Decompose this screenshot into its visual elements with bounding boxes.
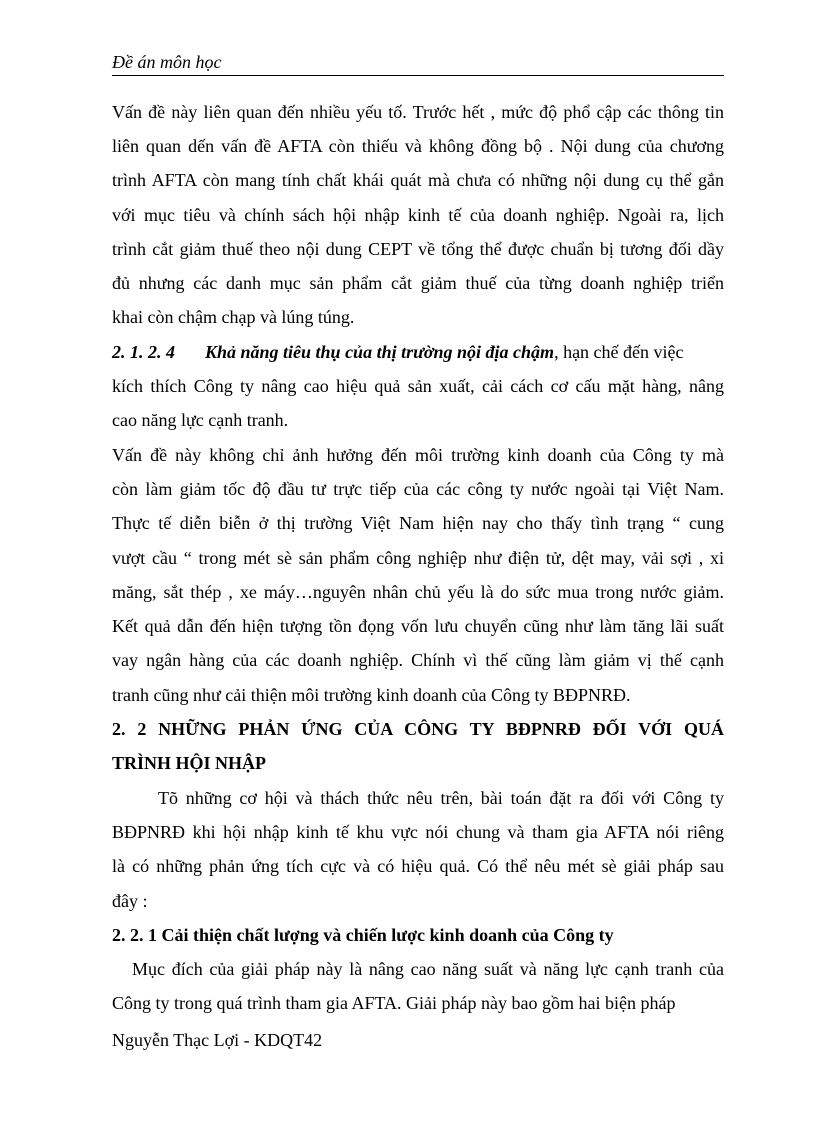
header-rule [112,75,724,76]
paragraph-line: khai còn chậm chạp và lúng túng. [112,307,355,327]
paragraph-line: với mục tiêu và chính sách hội nhập kinh tế của doanh nghiệp. Ngoài ra, lịch [112,205,724,225]
footer-author: Nguyễn Thạc Lợi - KDQT42 [112,1030,323,1050]
paragraph-line: đủ nhưng các danh mục sản phẩm cắt giảm thuế của từng doanh nghiệp triển [112,273,724,293]
section-221-heading: 2. 2. 1 Cải thiện chất lượng và chiến lược kinh doanh của Công ty [112,925,614,945]
paragraph-line: trình cắt giảm thuế theo nội dung CEPT về tổng thể được chuẩn bị tương đối dầy [112,239,724,259]
paragraph-line: trình AFTA còn mang tính chất khái quát mà chưa có những nội dung cụ thể gắn [112,170,724,190]
paragraph-line: vượt cầu “ trong mét sè sản phẩm công nghiệp như điện tử, dệt may, vải sợi , xi [112,548,724,568]
paragraph-line: Thực tế diễn biễn ở thị trường Việt Nam hiện nay cho thấy tình trạng “ cung [112,513,724,533]
paragraph-line: tranh cũng như cải thiện môi trường kinh doanh của Công ty BĐPNRĐ. [112,685,631,705]
paragraph-line: Vấn đề này không chỉ ảnh hưởng đến môi trường kinh doanh của Công ty mà [112,445,724,465]
paragraph-line: vay ngân hàng của các doanh nghiệp. Chính vì thế cũng làm giảm vị thế cạnh [112,650,724,670]
section-2124-first-line [112,340,684,364]
paragraph-line: măng, sắt thép , xe máy…nguyên nhân chủ yếu là do sức mua trong nước giảm. [112,582,724,602]
paragraph-line: Công ty trong quá trình tham gia AFTA. Giải pháp này bao gồm hai biện pháp [112,993,676,1013]
header-title: Đề án môn học [112,52,222,72]
paragraph-line: kích thích Công ty nâng cao hiệu quả sản xuất, cải cách cơ cấu mặt hàng, nâng [112,376,724,396]
paragraph-line: Kết quả dẫn đến hiện tượng tồn đọng vốn lưu chuyển cũng như làm tăng lãi suất [112,616,724,636]
paragraph-line: còn làm giảm tốc độ đầu tư trực tiếp của các công ty nước ngoài tại Việt Nam. [112,479,724,499]
section-title-rest: , hạn chế đến việc [554,342,684,362]
section-number: 2. 1. 2. 4 [112,342,175,362]
paragraph-line: là có những phản ứng tích cực và có hiệu quả. Có thể nêu mét sè giải pháp sau [112,856,724,876]
paragraph-line: cao năng lực cạnh tranh. [112,410,289,430]
paragraph-line: liên quan dến vấn đề AFTA còn thiếu và không đồng bộ . Nội dung của chương [112,136,724,156]
section-22-heading-line-1: 2. 2 NHỮNG PHẢN ỨNG CỦA CÔNG TY BĐPNRĐ ĐỐI VỚI QUÁ [112,719,724,739]
paragraph-line: đây : [112,891,148,911]
paragraph-line: BĐPNRĐ khi hội nhập kinh tế khu vực nói chung và tham gia AFTA nói riêng [112,822,724,842]
paragraph-line: Vấn đề này liên quan đến nhiều yếu tố. Trước hết , mức độ phổ cập các thông tin [112,102,724,122]
paragraph-line: Mục đích của giải pháp này là nâng cao năng suất và năng lực cạnh tranh của [132,959,724,979]
paragraph-line: Tõ những cơ hội và thách thức nêu trên, bài toán đặt ra đối với Công ty [158,788,724,808]
section-22-heading-line-2: TRÌNH HỘI NHẬP [112,753,267,773]
section-title: Khả năng tiêu thụ của thị trường nội địa chậm [205,342,555,362]
